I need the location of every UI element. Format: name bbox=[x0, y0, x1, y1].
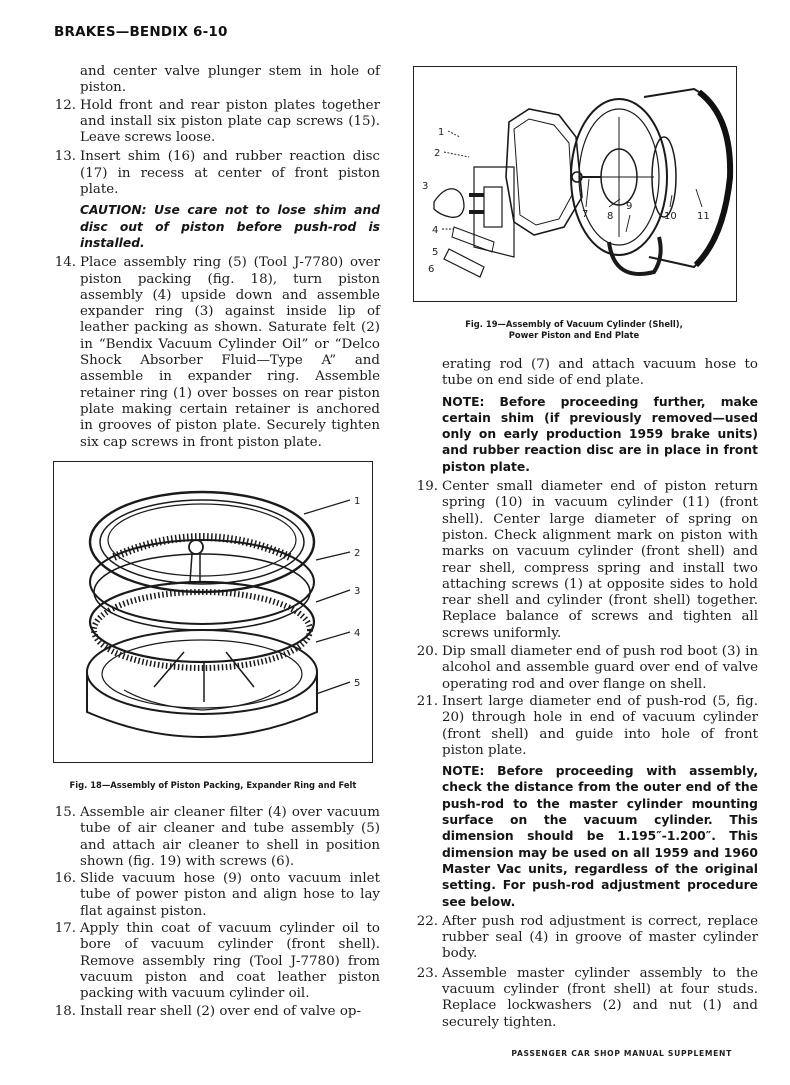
caution-note: CAUTION: Use care not to lose shim and disc out of piston before push-rod is installed. bbox=[80, 203, 380, 250]
figure-19-caption-line-1: Fig. 19—Assembly of Vacuum Cylinder (Shell), bbox=[465, 319, 683, 329]
step-text: Hold front and rear piston plates together and install six piston plate cap screws (15). Leave screws loose. bbox=[80, 97, 380, 146]
step-text: After push rod adjustment is correct, replace rubber seal (4) in groove of master cylinder body. bbox=[442, 913, 758, 962]
step-number: 12. bbox=[54, 97, 76, 113]
step-text: Assemble air cleaner filter (4) over vacuum tube of air cleaner and tube assembly (5) and attach air cleaner to shell in position shown (fig. 19) with screws (6). bbox=[80, 805, 380, 869]
left-column-bottom bbox=[44, 805, 380, 1020]
figure-18-caption: Fig. 18—Assembly of Piston Packing, Expander Ring and Felt bbox=[69, 780, 357, 790]
fig19-callout-2: 2 bbox=[434, 148, 441, 159]
step-20 bbox=[406, 644, 758, 693]
step-number: 22. bbox=[416, 913, 438, 929]
step-number: 15. bbox=[54, 805, 76, 820]
step-text: Install rear shell (2) over end of valve op- bbox=[80, 1003, 362, 1019]
fig19-callout-1: 1 bbox=[438, 127, 445, 138]
step-text: Slide vacuum hose (9) onto vacuum inlet tube of power piston and align hose to lay flat against piston. bbox=[80, 871, 380, 919]
step-18 bbox=[44, 1004, 380, 1020]
fig19-callout-7: 7 bbox=[582, 209, 589, 220]
step-number: 17. bbox=[54, 921, 76, 937]
fig19-callout-5: 5 bbox=[432, 247, 439, 258]
fig18-callout-3: 3 bbox=[354, 586, 361, 597]
step-text: Apply thin coat of vacuum cylinder oil to bore of vacuum cylinder (front shell). Remove assembly ring (Tool J-7780) from vacuum piston and coat leather piston packing with vacuum cylinder oil. bbox=[80, 921, 380, 1002]
step-number: 16. bbox=[54, 871, 76, 887]
step-text: Insert large diameter end of push-rod (5, fig. 20) through hole in end of vacuum cylinder (front shell) and guide into hole of front piston plate. bbox=[442, 693, 758, 758]
fig19-callout-6: 6 bbox=[428, 264, 435, 275]
step-text: Dip small diameter end of push rod boot (3) in alcohol and assemble guard over end of valve operating rod and over flange on shell. bbox=[442, 644, 758, 692]
right-column bbox=[406, 357, 758, 1031]
figure-19-illustration bbox=[414, 67, 736, 301]
fig18-callout-5: 5 bbox=[354, 678, 361, 689]
fig19-callout-3: 3 bbox=[422, 181, 429, 192]
page-header: BRAKES—BENDIX 6-10 bbox=[54, 24, 228, 40]
step-14 bbox=[44, 255, 380, 451]
fig19-callout-11: 11 bbox=[697, 211, 710, 222]
step-number: 13. bbox=[54, 149, 76, 165]
step-15 bbox=[44, 805, 380, 870]
step-text: Assemble master cylinder assembly to the vacuum cylinder (front shell) at four studs. Replace lockwashers (2) and nut (1) and securely tighten. bbox=[442, 965, 758, 1030]
figure-19-caption bbox=[413, 319, 735, 341]
step-19 bbox=[406, 479, 758, 642]
step-12 bbox=[44, 98, 380, 147]
step-text: Place assembly ring (5) (Tool J-7780) over piston packing (fig. 18), turn piston assembly (4) upside down and assemble expander ring (3) against inside lip of leather packing as shown. Saturate felt (2) in “Bendix Vacuum Cylinder Oil” or “Delco Shock Absorber Fluid—Type A” and assemble in expander ring. Assemble retainer ring (1) over bosses on rear piston plate making certain retainer is anchored in grooves of piston plate. Securely tighten six cap screws in front piston plate. bbox=[80, 255, 380, 450]
step-21 bbox=[406, 694, 758, 759]
figure-19-caption-line-2: Power Piston and End Plate bbox=[508, 330, 640, 340]
figure-19-frame bbox=[413, 66, 737, 302]
step-number: 19. bbox=[416, 479, 438, 495]
step-13 bbox=[44, 149, 380, 198]
figure-18-frame bbox=[53, 461, 373, 763]
left-column-top bbox=[44, 64, 380, 451]
step-22 bbox=[406, 914, 758, 963]
step-number: 14. bbox=[54, 255, 76, 271]
step-number: 20. bbox=[416, 644, 438, 660]
fig18-callout-1: 1 bbox=[354, 496, 361, 507]
fig18-callout-2: 2 bbox=[354, 548, 361, 559]
continuation-text: and center valve plunger stem in hole of piston. bbox=[80, 64, 380, 96]
note-shim: NOTE: Before proceeding further, make certain shim (if previously removed—used only on early production 1959 brake units) and rubber reaction disc are in place in front piston plate. bbox=[442, 394, 758, 474]
step-number: 23. bbox=[416, 965, 438, 981]
step-text: Insert shim (16) and rubber reaction disc (17) in recess at center of front piston plate. bbox=[80, 149, 380, 198]
step-16 bbox=[44, 871, 380, 920]
fig19-callout-8: 8 bbox=[607, 211, 614, 222]
continuation-text: erating rod (7) and attach vacuum hose to tube on end side of end plate. bbox=[442, 357, 758, 389]
page-footer: PASSENGER CAR SHOP MANUAL SUPPLEMENT bbox=[511, 1049, 732, 1058]
figure-18-illustration bbox=[54, 462, 372, 762]
step-17 bbox=[44, 921, 380, 1002]
fig19-callout-10: 10 bbox=[664, 211, 677, 222]
fig19-callout-9: 9 bbox=[626, 201, 633, 212]
note-push-rod: NOTE: Before proceeding with assembly, check the distance from the outer end of the push-rod to the master cylinder mounting surface on the vacuum cylinder. This dimension should be 1.195″-1.200″. This dimension may be used on all 1959 and 1960 Master Vac units, regardless of the original setting. For push-rod adjustment procedure see below. bbox=[442, 764, 758, 909]
fig18-callout-4: 4 bbox=[354, 628, 361, 639]
step-number: 18. bbox=[54, 1003, 76, 1019]
fig19-callout-4: 4 bbox=[432, 225, 439, 236]
step-text: Center small diameter end of piston return spring (10) in vacuum cylinder (11) (front shell). Center large diameter of spring on piston. Check alignment mark on piston with marks on vacuum cylinder (front shell) and rear shell, compress spring and install two attaching screws (1) at opposite sides to hold rear shell and cylinder (front shell) together. Replace balance of screws and tighten all screws uniformly. bbox=[442, 479, 758, 641]
step-number: 21. bbox=[416, 693, 438, 709]
step-23 bbox=[406, 966, 758, 1031]
